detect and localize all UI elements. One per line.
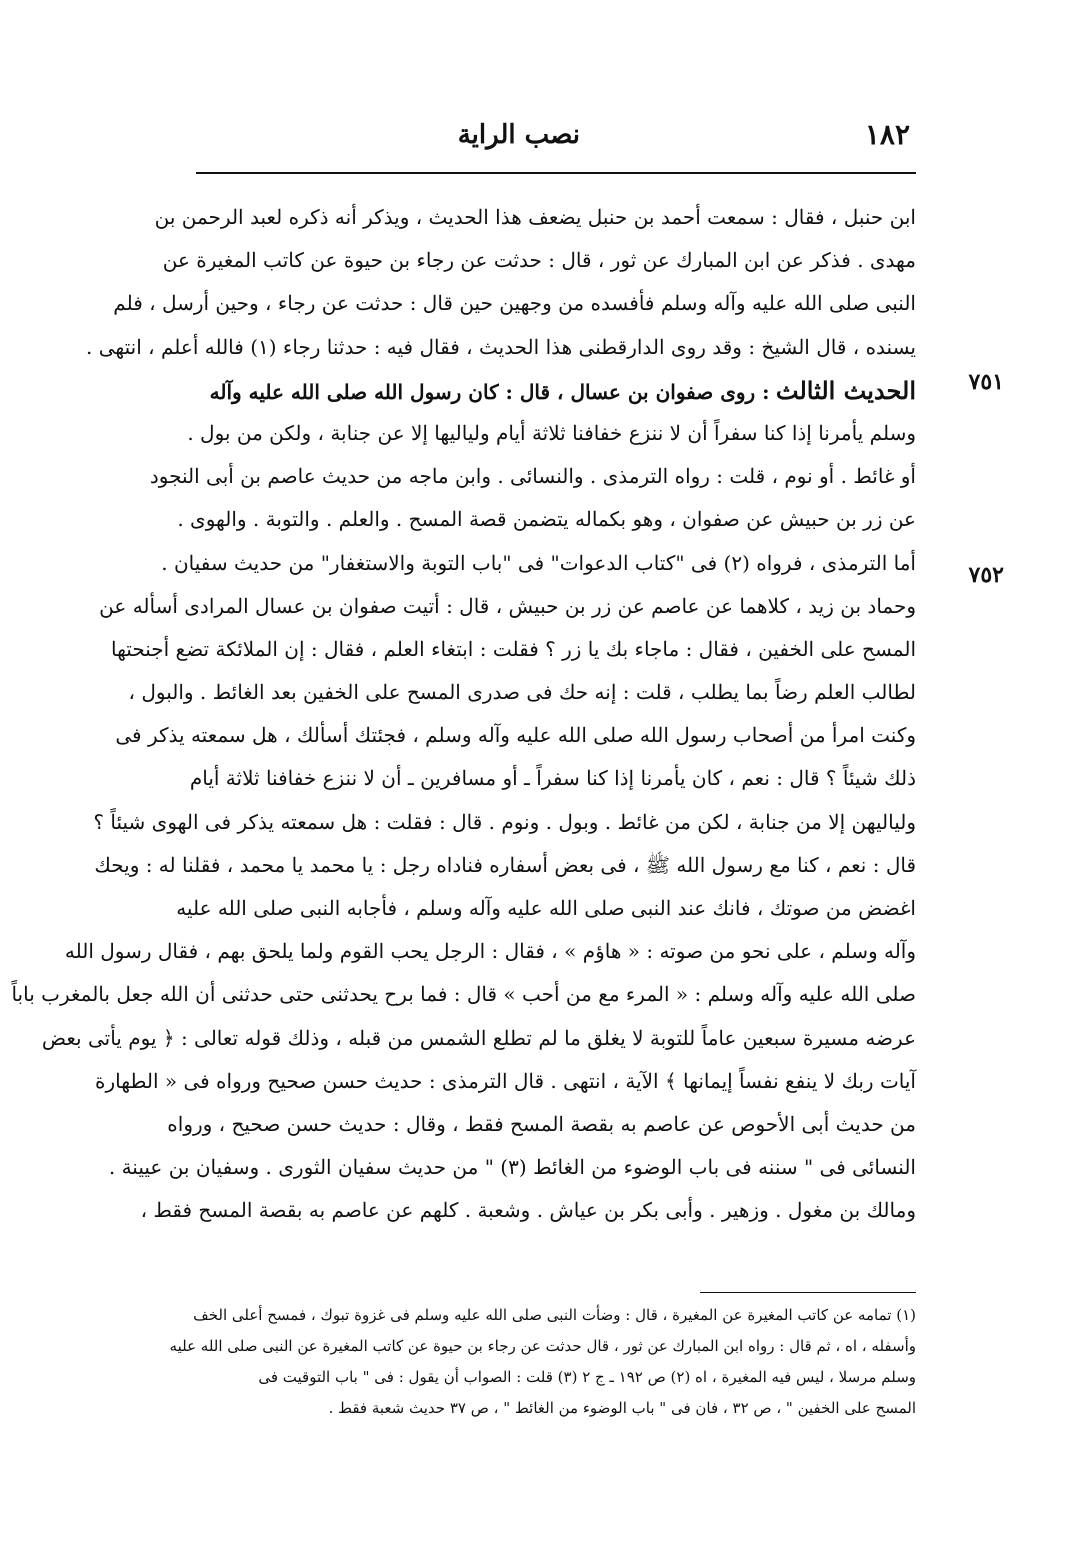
text-line: وكنت امرأ من أصحاب رسول الله صلى الله عليه وآله وسلم ، فجئتك أسألك ، هل سمعته يذكر فى [115, 723, 916, 748]
text-line: المسح على الخفين ، فقال : ماجاء بك يا زر ؟ فقلت : ابتغاء العلم ، فقال : إن الملائكة تضع أجنحتها [110, 636, 916, 661]
text-line: ومالك بن مغول . وزهير . وأبى بكر بن عياش . وشعبة . كلهم عن عاصم به بقصة المسح فقط ، [140, 1198, 916, 1223]
text-line: مهدى . فذكر عن ابن المبارك عن ثور ، قال : حدثت عن رجاء بن حيوة عن كاتب المغيرة عن [162, 248, 916, 273]
text-line: لطالب العلم رضاً بما يطلب ، قلت : إنه حك فى صدرى المسح على الخفين بعد الغائط . والبول ، [128, 680, 916, 705]
hadith-number-752: ٧٥٢ [968, 562, 1004, 588]
footnote-line: المسح على الخفين " ، ص ٣٢ ، فان فى " باب الوضوء من الغائط " ، ص ٣٧ حديث شعبة فقط . [328, 1399, 916, 1417]
text-line: ولياليهن إلا من جنابة ، لكن من غائط . وبول . ونوم . قال : فقلت : هل سمعته يذكر فى الهوى شيئاً ؟ [93, 809, 916, 834]
header-rule [196, 172, 916, 174]
text-line: يسنده ، قال الشيخ : وقد روى الدارقطنى هذا الحديث ، فقال فيه : حدثنا رجاء (١) فالله أعلم ، انتهى . [86, 334, 916, 359]
text-line: عرضه مسيرة سبعين عاماً للتوبة لا يغلق ما لم تطلع الشمس من قبله ، وذلك قوله تعالى : ﴿ يوم يأتى بعض [41, 1025, 916, 1050]
text-line: أما الترمذى ، فرواه (٢) فى "كتاب الدعوات" فى "باب التوبة والاستغفار" من حديث سفيان . [161, 550, 916, 575]
main-text [11, 196, 916, 1233]
text-line: قال : نعم ، كنا مع رسول الله ﷺ ، فى بعض أسفاره فناداه رجل : يا محمد يا محمد ، فقلنا له : ويحك [94, 852, 916, 877]
footnotes [169, 1300, 916, 1424]
text-line: النبى صلى الله عليه وآله وسلم فأفسده من وجهين حين قال : حدثت عن رجاء ، وحين أرسل ، فلم [113, 291, 916, 316]
text-line: وآله وسلم ، على نحو من صوته : « هاؤم » ، فقال : الرجل يحب القوم ولما يلحق بهم ، فقال رسول الله [64, 939, 916, 964]
hadith-number-751: ٧٥١ [968, 369, 1004, 395]
footnote-rule [700, 1292, 916, 1293]
running-title: نصب الراية [457, 120, 580, 150]
page-number: ١٨٢ [864, 118, 910, 151]
hadith-text: : روى صفوان بن عسال ، قال : كان رسول الله صلى الله عليه وآله [209, 379, 770, 404]
text-line: صلى الله عليه وآله وسلم : « المرء مع من أحب » قال : فما برح يحدثنى حتى حدثنى أن الله جعل بالمغرب باباً [11, 982, 916, 1007]
text-line: ذلك شيئاً ؟ قال : نعم ، كان يأمرنا إذا كنا سفراً ـ أو مسافرين ـ أن لا ننزع خفافنا ثلاثة أيام [189, 766, 916, 791]
text-line: وسلم يأمرنا إذا كنا سفراً أن لا ننزع خفافنا ثلاثة أيام ولياليها إلا عن جنابة ، ولكن من بول . [187, 420, 916, 445]
text-line: اغضض من صوتك ، فانك عند النبى صلى الله عليه وآله وسلم ، فأجابه النبى صلى الله عليه [176, 896, 916, 920]
footnote-line: وأسفله ، اه ، ثم قال : رواه ابن المبارك عن ثور ، قال حدثت عن رجاء بن حيوة عن كاتب المغيرة عن النبى صلى الله عليه [169, 1337, 916, 1355]
footnote-line: (١) تمامه عن كاتب المغيرة عن المغيرة ، قال : وضأت النبى صلى الله عليه وسلم فى غزوة تبوك ، فمسح أعلى الخف [193, 1306, 916, 1324]
text-line: النسائى فى " سننه فى باب الوضوء من الغائط (٣) " من حديث سفيان الثورى . وسفيان بن عيينة . [108, 1155, 916, 1180]
text-line: أو غائط . أو نوم ، قلت : رواه الترمذى . والنسائى . وابن ماجه من حديث عاصم بن أبى النجود [149, 464, 916, 489]
footnote-line: وسلم مرسلا ، ليس فيه المغيرة ، اه (٢) ص ١٩٢ ـ ج ٢ (٣) قلت : الصواب أن يقول : فى " باب التوقيت فى [258, 1368, 916, 1386]
hadith-heading: الحديث الثالث [775, 375, 916, 405]
page-header [205, 118, 910, 158]
text-line: ابن حنبل ، فقال : سمعت أحمد بن حنبل يضعف هذا الحديث ، ويذكر أنه ذكره لعبد الرحمن بن [154, 205, 916, 229]
text-line: وحماد بن زيد ، كلاهما عن عاصم عن زر بن حبيش ، قال : أتيت صفوان بن عسال المرادى أسأله عن [99, 593, 916, 618]
text-line [196, 369, 916, 412]
text-line: من حديث أبى الأحوص عن عاصم به بقصة المسح فقط ، وقال : حديث حسن صحيح ، ورواه [167, 1111, 916, 1136]
text-line: عن زر بن حبيش عن صفوان ، وهو بكماله يتضمن قصة المسح . والعلم . والتوبة . والهوى . [177, 507, 916, 532]
text-line: آيات ربك لا ينفع نفساً إيمانها ﴾ الآية ، انتهى . قال الترمذى : حديث حسن صحيح ورواه فى « الطهارة [95, 1068, 916, 1093]
